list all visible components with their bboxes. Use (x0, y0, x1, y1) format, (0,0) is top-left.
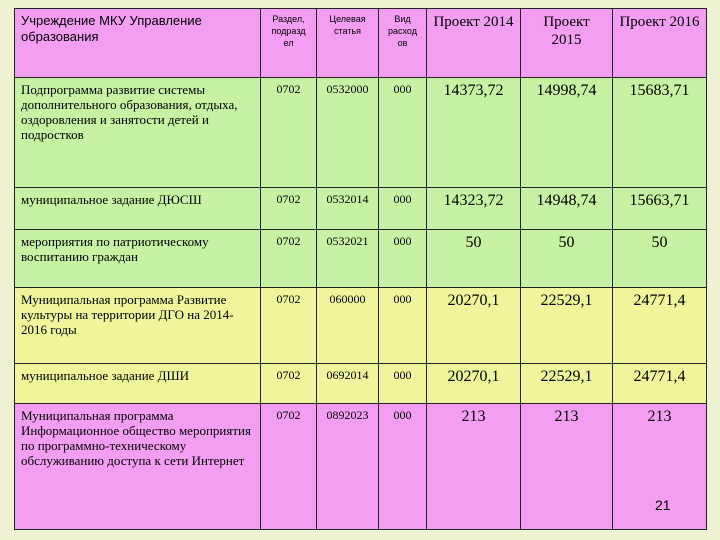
row-section: 0702 (261, 288, 317, 364)
row-2016: 24771,4 (613, 288, 707, 364)
table-row (15, 364, 707, 404)
row-2016: 24771,4 (613, 364, 707, 404)
row-target: 0532014 (317, 188, 379, 230)
row-name: муниципальное задание ДЮСШ (15, 188, 261, 230)
row-name: мероприятия по патриотическому воспитанию граждан (15, 230, 261, 288)
row-2016: 15663,71 (613, 188, 707, 230)
row-2014: 14373,72 (427, 78, 521, 188)
row-2014: 50 (427, 230, 521, 288)
table-row (15, 404, 707, 530)
row-target: 0532021 (317, 230, 379, 288)
budget-table (14, 8, 707, 530)
table-row (15, 288, 707, 364)
header-year-2014: Проект 2014 (427, 9, 521, 78)
row-2015: 50 (521, 230, 613, 288)
row-type: 000 (379, 364, 427, 404)
header-expense-type: Вид расход ов (379, 9, 427, 78)
row-2015: 14998,74 (521, 78, 613, 188)
row-2015: 22529,1 (521, 364, 613, 404)
header-target: Целевая статья (317, 9, 379, 78)
row-2016: 15683,71 (613, 78, 707, 188)
row-2014: 213 (427, 404, 521, 530)
row-type: 000 (379, 188, 427, 230)
row-target: 0892023 (317, 404, 379, 530)
row-type: 000 (379, 288, 427, 364)
row-2015: 22529,1 (521, 288, 613, 364)
header-section: Раздел, подразд ел (261, 9, 317, 78)
page-number: 21 (655, 497, 671, 513)
row-type: 000 (379, 78, 427, 188)
row-section: 0702 (261, 404, 317, 530)
row-section: 0702 (261, 188, 317, 230)
row-type: 000 (379, 404, 427, 530)
row-target: 0532000 (317, 78, 379, 188)
row-2014: 20270,1 (427, 288, 521, 364)
table-row (15, 188, 707, 230)
table-row (15, 78, 707, 188)
row-target: 060000 (317, 288, 379, 364)
row-name: Муниципальная программа Информационное общество мероприятия по программно-техническому обслуживанию доступа к сети Интернет (15, 404, 261, 530)
header-row (15, 9, 707, 78)
row-2015: 213 (521, 404, 613, 530)
table-row (15, 230, 707, 288)
row-2014: 20270,1 (427, 364, 521, 404)
row-2014: 14323,72 (427, 188, 521, 230)
row-2016: 50 (613, 230, 707, 288)
header-year-2015: Проект 2015 (521, 9, 613, 78)
header-institution: Учреждение МКУ Управление образования (15, 9, 261, 78)
row-target: 0692014 (317, 364, 379, 404)
row-name: муниципальное задание ДШИ (15, 364, 261, 404)
row-type: 000 (379, 230, 427, 288)
row-2015: 14948,74 (521, 188, 613, 230)
row-section: 0702 (261, 230, 317, 288)
row-name: Муниципальная программа Развитие культуры на территории ДГО на 2014-2016 годы (15, 288, 261, 364)
row-name: Подпрограмма развитие системы дополнительного образования, отдыха, оздоровления и занятости детей и подростков (15, 78, 261, 188)
row-section: 0702 (261, 78, 317, 188)
row-2016: 213 (613, 404, 707, 530)
header-year-2016: Проект 2016 (613, 9, 707, 78)
row-section: 0702 (261, 364, 317, 404)
